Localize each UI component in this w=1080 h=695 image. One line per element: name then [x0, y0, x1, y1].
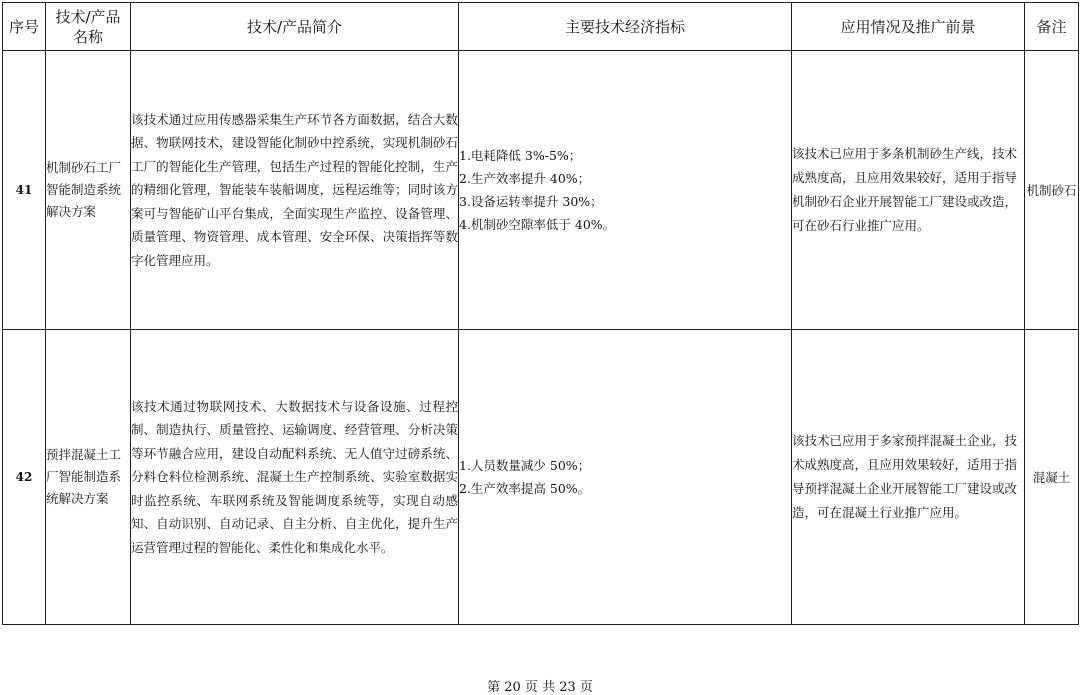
row-application: 该技术已应用于多条机制砂生产线，技术成熟度高，且应用效果较好，适用于指导机制砂石企业开展智能工厂建设或改造，可在砂石行业推广应用。	[792, 51, 1025, 330]
header-name	[46, 3, 131, 51]
technology-table	[2, 2, 1079, 625]
indicator-item: 3.设备运转率提升 30%；	[459, 194, 603, 209]
header-intro: 技术/产品简介	[131, 3, 459, 51]
row-no: 42	[3, 330, 46, 625]
header-application: 应用情况及推广前景	[792, 3, 1025, 51]
table-row	[3, 51, 1079, 330]
indicator-item: 2.生产效率提高 50%。	[459, 481, 591, 496]
indicator-item: 2.生产效率提升 40%；	[459, 171, 591, 186]
row-remarks: 混凝土	[1025, 330, 1079, 625]
page-footer: 第 20 页 共 23 页	[487, 680, 593, 695]
table-header-row	[3, 3, 1079, 51]
header-name-line2: 名称	[72, 27, 103, 46]
row-intro: 该技术通过应用传感器采集生产环节各方面数据，结合大数据、物联网技术，建设智能化制砂中控系统，实现机制砂石工厂的智能化生产管理，包括生产过程的智能化控制，生产的精细化管理，智能装车装船调度，远程运维等；同时该方案可与智能矿山平台集成，全面实现生产监控、设备管理、质量管理、物资管理、成本管理、安全环保、决策指挥等数字化管理应用。	[131, 51, 459, 330]
header-remarks: 备注	[1025, 3, 1079, 51]
row-application: 该技术已应用于多家预拌混凝土企业，技术成熟度高，且应用效果较好，适用于指导预拌混凝土企业开展智能工厂建设或改造，可在混凝土行业推广应用。	[792, 330, 1025, 625]
row-name: 机制砂石工厂智能制造系统解决方案	[46, 51, 131, 330]
header-indicators: 主要技术经济指标	[459, 3, 792, 51]
indicator-item: 1.电耗降低 3%-5%；	[459, 148, 582, 163]
row-indicators	[459, 330, 792, 625]
indicator-item: 1.人员数量减少 50%；	[459, 458, 591, 473]
indicator-item: 4.机制砂空隙率低于 40%。	[459, 217, 616, 232]
row-intro: 该技术通过物联网技术、大数据技术与设备设施、过程控制、制造执行、质量管控、运输调度、经营管理、分析决策等环节融合应用，建设自动配料系统、无人值守过磅系统、分料仓料位检测系统、混凝土生产控制系统、实验室数据实时监控系统、车联网系统及智能调度系统等，实现自动感知、自动识别、自动记录、自主分析、自主优化，提升生产运营管理过程的智能化、柔性化和集成化水平。	[131, 330, 459, 625]
table-row	[3, 330, 1079, 625]
row-name: 预拌混凝土工厂智能制造系统解决方案	[46, 330, 131, 625]
row-remarks: 机制砂石	[1025, 51, 1079, 330]
header-no: 序号	[3, 3, 46, 51]
row-no: 41	[3, 51, 46, 330]
row-indicators	[459, 51, 792, 330]
header-name-line1: 技术/产品	[55, 7, 121, 26]
